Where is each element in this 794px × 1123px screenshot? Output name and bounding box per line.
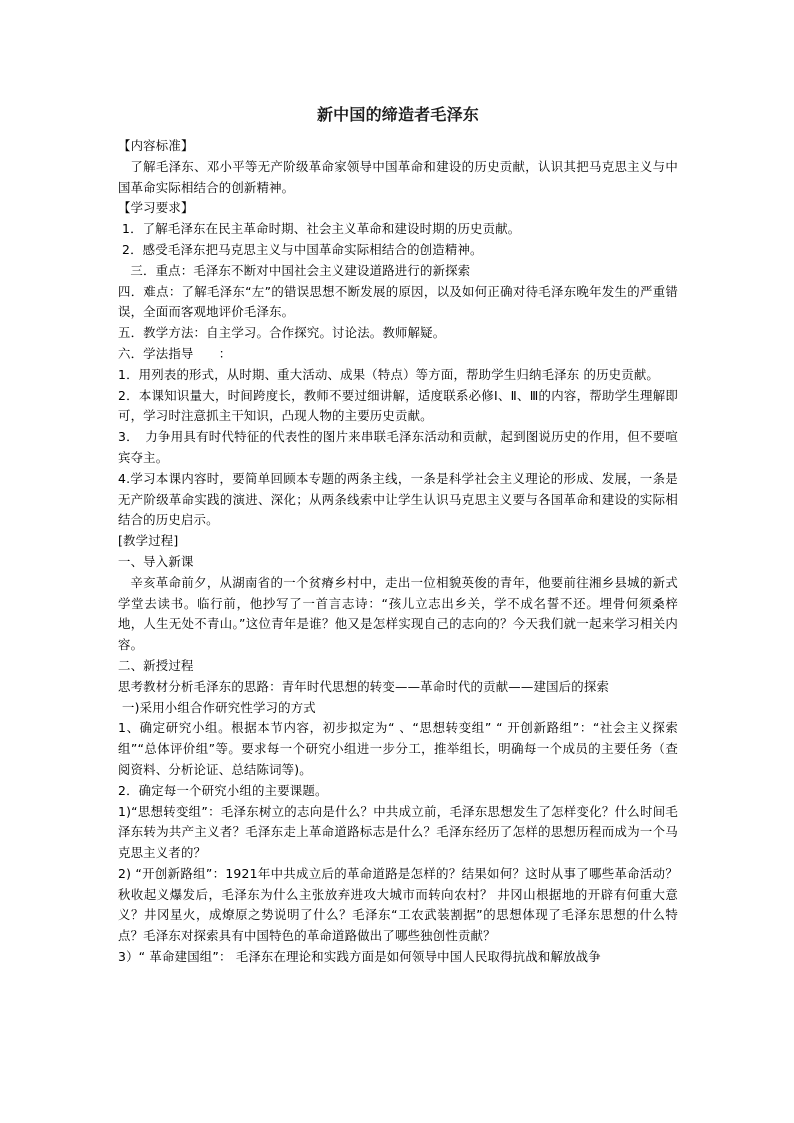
difficulty-line: 四．难点：了解毛泽东“左”的错误思想不断发展的原因，以及如何正确对待毛泽东晚年发生的严重错误，全面而客观地评价毛泽东。 [118, 283, 678, 320]
requirement-item-2: 2．感受毛泽东把马克思主义与中国革命实际相结合的创造精神。 [122, 241, 483, 257]
determine-topics-line: 2．确定每一个研究小组的主要课题。 [118, 782, 328, 798]
new-lesson-heading: 二、新授过程 [118, 657, 194, 673]
key-point-line: 三．重点：毛泽东不断对中国社会主义建设道路进行的新探索 [130, 262, 471, 278]
revolution-group-paragraph: 3）“ 革命建国组”： 毛泽东在理论和实践方面是如何领导中国人民取得抗战和解放战争 [118, 949, 601, 965]
study-guide-heading: 六．学法指导 ： [118, 345, 232, 361]
section-heading-content-standard: 【内容标准】 [118, 138, 194, 153]
requirement-item-1: 1．了解毛泽东在民主革命时期、社会主义革命和建设时期的历史贡献。 [122, 221, 521, 237]
study-guide-item-3: 3． 力争用具有时代特征的代表性的图片来串联毛泽东活动和贡献，起到图说历史的作用，但不要喧宾夺主。 [118, 429, 678, 465]
document-title: 新中国的缔造者毛泽东 [316, 105, 479, 124]
study-guide-item-2: 2．本课知识量大，时间跨度长，教师不要过细讲解，适度联系必修Ⅰ、Ⅱ、Ⅲ的内容，帮助学生理解即可，学习时注意抓主干知识，凸现人物的主要历史贡献。 [118, 387, 678, 424]
thought-group-paragraph: 1)“思想转变组”：毛泽东树立的志向是什么？中共成立前，毛泽东思想发生了怎样变化？什么时间毛泽东转为共产主义者？毛泽东走上革命道路标志是什么？毛泽东经历了怎样的思想历程而成为一个马克思主义者的？ [118, 803, 678, 861]
intro-heading: 一、导入新课 [118, 553, 194, 569]
study-guide-item-1: 1．用列表的形式，从时期、重大活动、成果（特点）等方面，帮助学生归纳毛泽东 的历史贡献。 [118, 366, 660, 382]
thinking-line: 思考教材分析毛泽东的思路：青年时代思想的转变——革命时代的贡献——建国后的探索 [118, 678, 610, 694]
new-road-group-paragraph: 2) “开创新路组”：1921年中共成立后的革命道路是怎样的？结果如何？这时从事了哪些革命活动？秋收起义爆发后，毛泽东为什么主张放弃进攻大城市而转向农村？ 井冈山根据地的开辟有何重大意义？井冈星火，成燎原之势说明了什么？毛泽东“工农武装割据”的思想体现了毛泽东思想的什么特点？毛泽东对探索具有中国特色的革命道路做出了哪些独创性贡献？ [118, 865, 678, 944]
section-heading-learning-requirements: 【学习要求】 [118, 200, 194, 216]
teaching-process-heading: [教学过程] [118, 533, 179, 549]
study-guide-item-4: 4.学习本课内容时，要简单回顾本专题的两条主线，一条是科学社会主义理论的形成、发展，一条是无产阶级革命实践的演进、深化；从两条线索中让学生认识马克思主义要与各国革命和建设的实际相结合的历史启示。 [118, 470, 678, 528]
intro-paragraph: 辛亥革命前夕，从湖南省的一个贫瘠乡村中，走出一位相貌英俊的青年，他要前往湘乡县城的新式学堂去读书。临行前，他抄写了一首言志诗：“孩儿立志出乡关，学不成名誓不还。埋骨何须桑梓地，人生无处不青山。”这位青年是谁？他又是怎样实现自己的志向的？今天我们就一起来学习相关内容。 [118, 574, 678, 653]
paragraph-content-standard: 了解毛泽东、邓小平等无产阶级革命家领导中国革命和建设的历史贡献，认识其把马克思主义与中国革命实际相结合的创新精神。 [118, 158, 678, 195]
document-page [118, 104, 678, 968]
group-study-line: 一)采用小组合作研究性学习的方式 [122, 699, 316, 715]
determine-groups-paragraph: 1、确定研究小组。根据本节内容，初步拟定为“ 、“思想转变组” “ 开创新路组”：“社会主义探索组”“总体评价组”等。要求每一个研究小组进一步分工，推举组长，明确每一个成员的主要任务（查阅资料、分析论证、总结陈词等)。 [118, 720, 678, 777]
teaching-method-line: 五．教学方法：自主学习。合作探究。讨论法。教师解疑。 [118, 325, 446, 341]
